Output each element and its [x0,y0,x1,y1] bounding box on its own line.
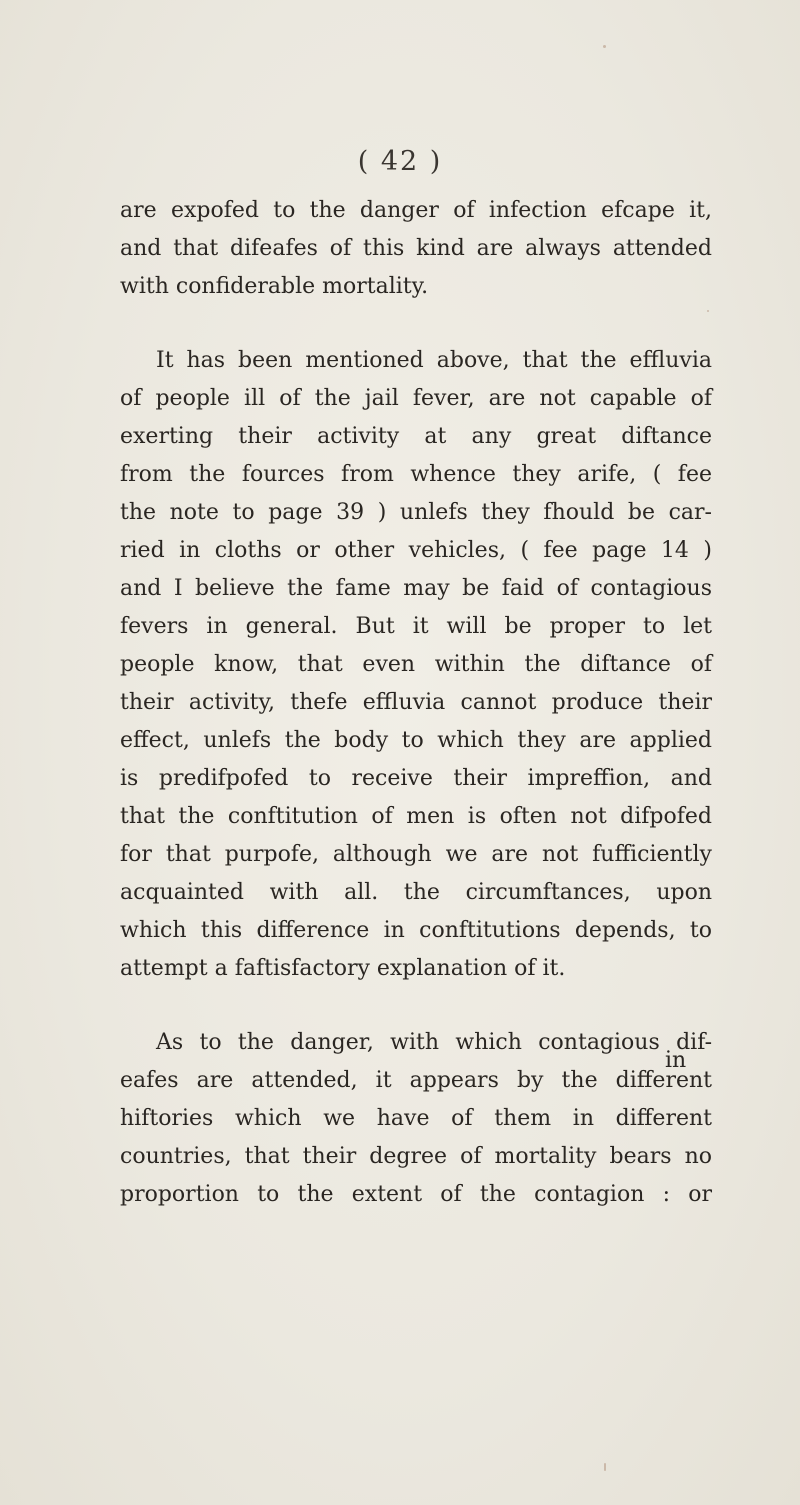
text-line: ried in cloths or other vehicles, ( fee page 14 ) [120,538,712,563]
text-line: fevers in general. But it will be proper to let [120,614,712,639]
text-line: eafes are attended, it appears by the different [120,1068,712,1093]
text-line: countries, that their degree of mortality bears no [120,1144,712,1169]
paragraph-break [120,988,712,1024]
text-line: acquainted with all. the circumftances, upon [120,880,712,905]
text-line: It has been mentioned above, that the effluvia [156,348,712,373]
text-line: which this difference in conftitutions depends, to [120,918,712,943]
text-line: their activity, thefe effluvia cannot produce their [120,690,712,715]
text-line: that the conftitution of men is often not difpofed [120,804,712,829]
paper-speck [604,1463,606,1471]
text-line: proportion to the extent of the contagion : or [120,1182,712,1207]
text-line: attempt a faftisfactory explanation of it. [120,956,566,981]
text-line: for that purpofe, although we are not fufficiently [120,842,712,867]
page-number: ( 42 ) [357,146,443,177]
body-text [120,192,712,1214]
text-line: and that difeafes of this kind are always attended [120,236,712,261]
text-line: from the fources from whence they arife, ( fee [120,462,712,487]
text-line: are expofed to the danger of infection efcape it, [120,198,712,223]
text-line: exerting their activity at any great diftance [120,424,712,449]
paragraph-break [120,306,712,342]
catchword: in [665,1048,687,1073]
text-line: As to the danger, with which contagious dif- [156,1030,712,1055]
text-line: is predifpofed to receive their impreffion, and [120,766,712,791]
text-line: and I believe the fame may be faid of contagious [120,576,712,601]
text-line: of people ill of the jail fever, are not capable of [120,386,712,411]
paper-speck [707,310,709,312]
text-line: people know, that even within the diftance of [120,652,712,677]
text-line: hiftories which we have of them in different [120,1106,712,1131]
text-line: effect, unlefs the body to which they are applied [120,728,712,753]
text-line: with confiderable mortality. [120,274,429,299]
text-line: the note to page 39 ) unlefs they fhould be car- [120,500,712,525]
paper-speck [603,45,606,48]
